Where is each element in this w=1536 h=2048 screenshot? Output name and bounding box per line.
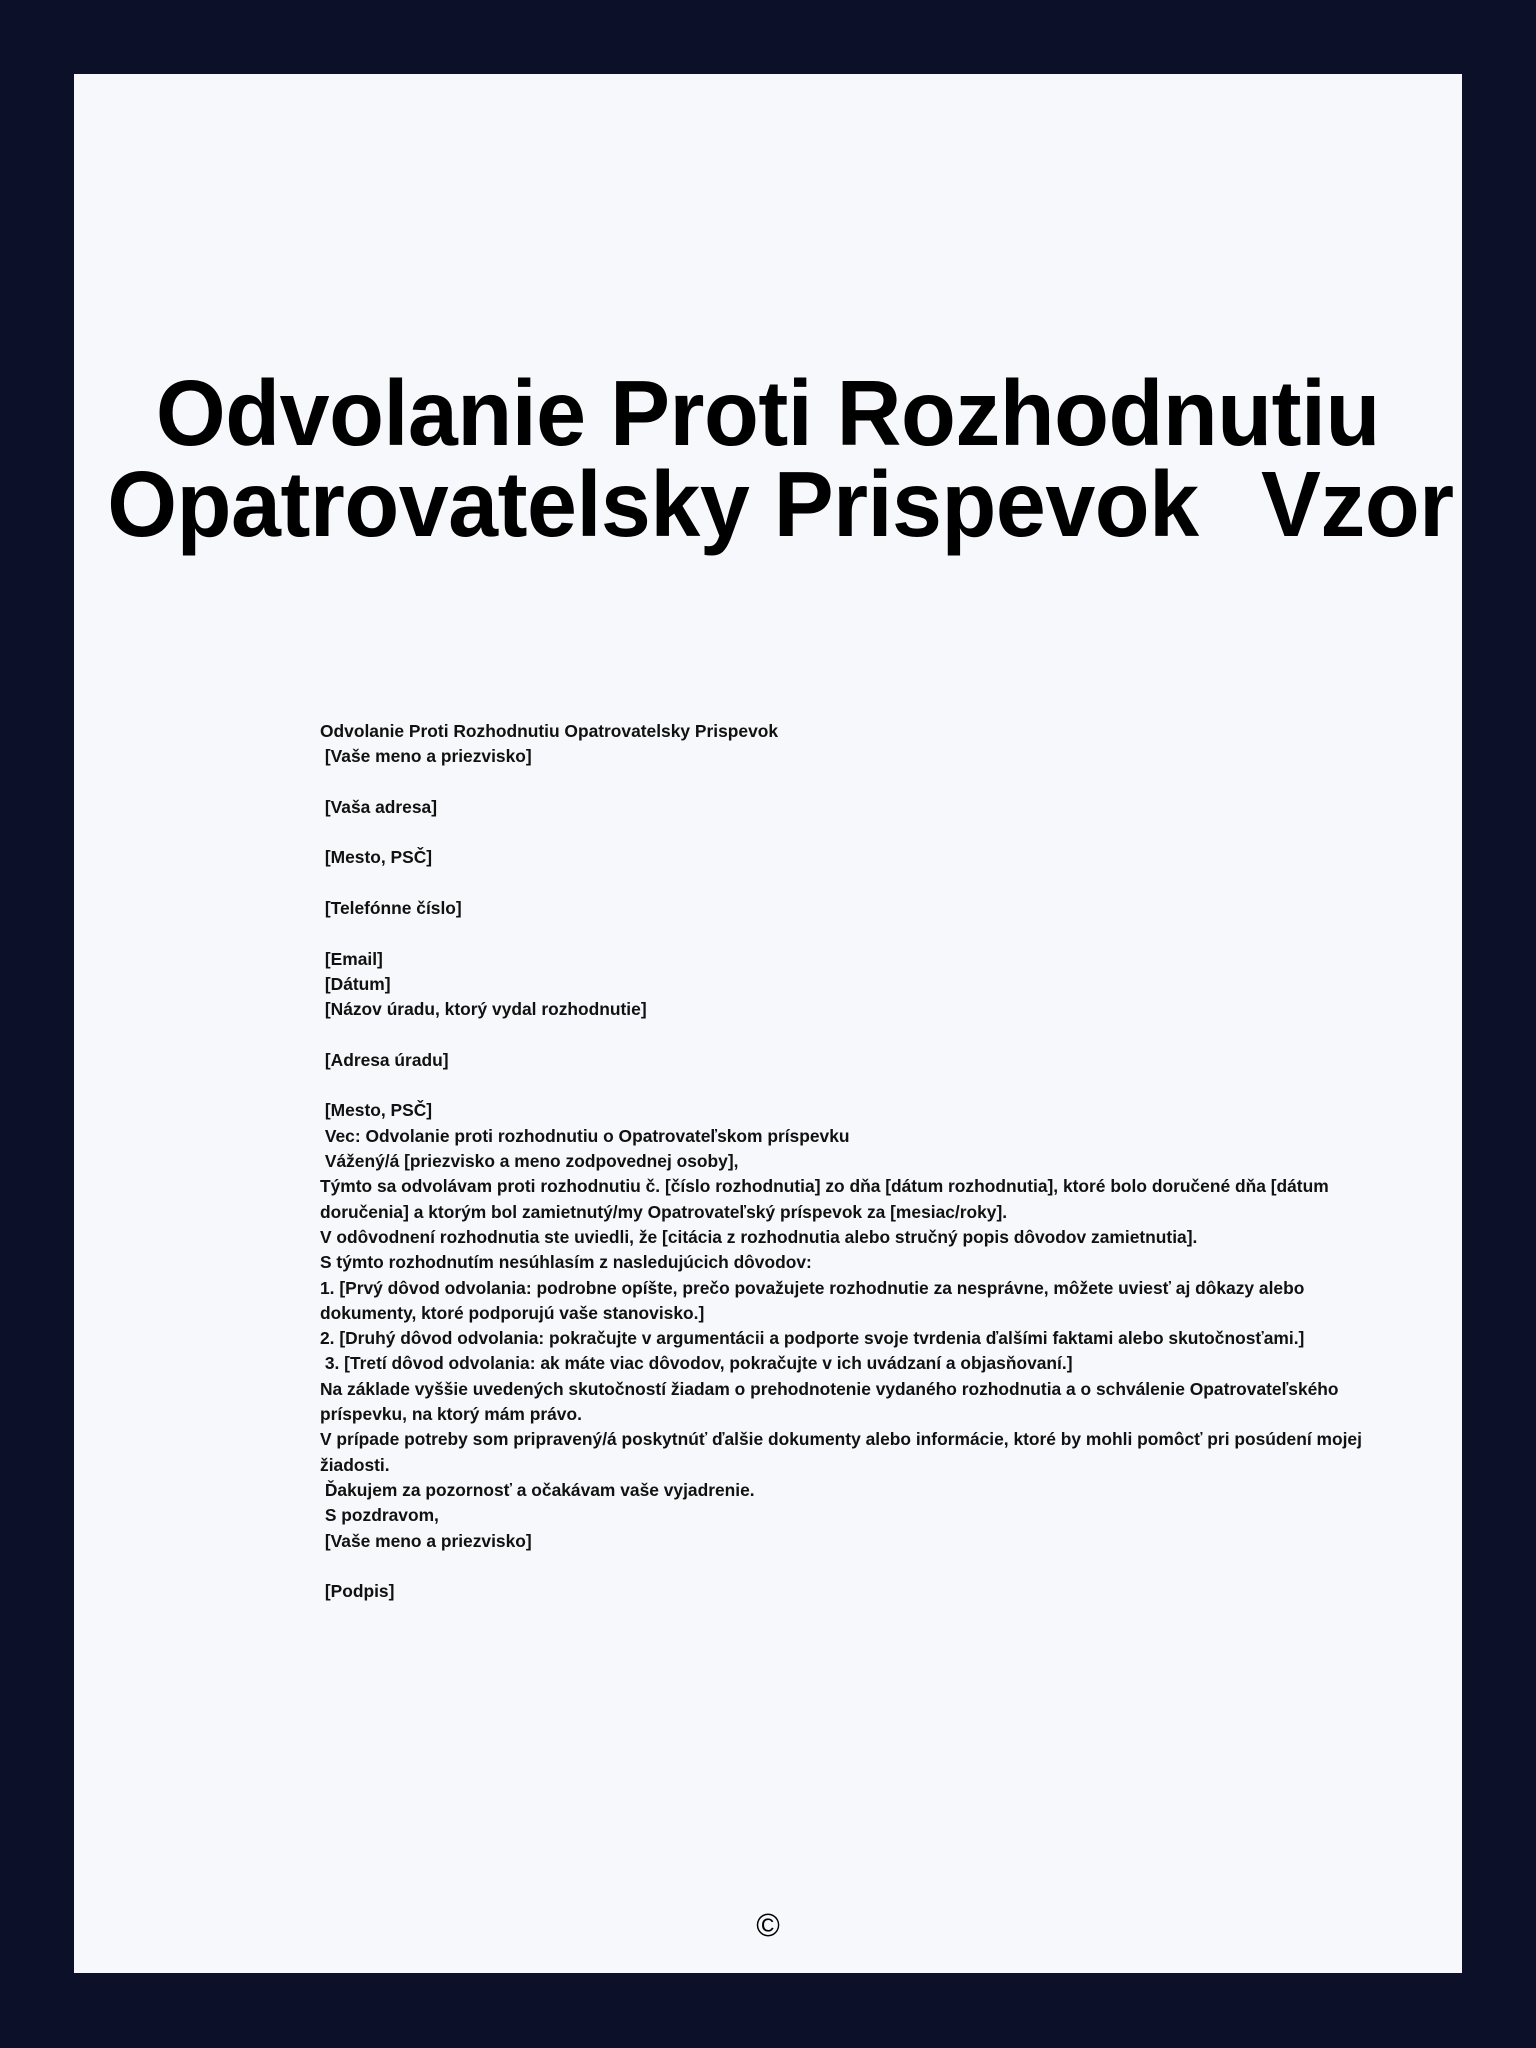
page-title: [74, 361, 1462, 556]
body-line: 1. [Prvý dôvod odvolania: podrobne opíšte, prečo považujete rozhodnutie za nesprávne, môžete uviesť aj dôkazy alebo dokumenty, ktoré podporujú vaše stanovisko.]: [320, 1277, 1310, 1323]
body-line-break: [320, 1073, 1380, 1098]
body-line: Vážený/á [priezvisko a meno zodpovednej osoby],: [320, 1151, 739, 1172]
body-line: V prípade potreby som pripravený/á poskytnúť ďalšie dokumenty alebo informácie, ktoré by mohli pomôcť pri posúdení mojej žiadosti.: [320, 1429, 1367, 1475]
body-line: [Názov úradu, ktorý vydal rozhodnutie]: [320, 999, 647, 1020]
body-heading: Odvolanie Proti Rozhodnutiu Opatrovatelsky Prispevok: [320, 721, 779, 741]
body-line: [Vaša adresa]: [320, 796, 437, 817]
body-line-break: [320, 1023, 1380, 1048]
body-line: [Vaše meno a priezvisko]: [320, 1530, 532, 1551]
document-page: [74, 74, 1462, 1973]
body-line: [Telefónne číslo]: [320, 898, 462, 919]
body-line: Na základe vyššie uvedených skutočností žiadam o prehodnotenie vydaného rozhodnutia a o schválenie Opatrovateľského príspevku, na ktorý mám právo.: [320, 1378, 1344, 1425]
body-line-break: [320, 871, 1380, 896]
body-line-break: [320, 770, 1380, 795]
body-line: [Mesto, PSČ]: [320, 1100, 433, 1121]
body-line: Vec: Odvolanie proti rozhodnutiu o Opatrovateľskom príspevku: [320, 1125, 850, 1146]
body-line: V odôvodnení rozhodnutia ste uviedli, že [citácia z rozhodnutia alebo stručný popis dôvodov zamietnutia].: [320, 1226, 1198, 1247]
page-title-line-2: Opatrovatelsky Prispevok: [107, 451, 1199, 556]
body-line-break: [320, 921, 1380, 946]
body-line: 3. [Tretí dôvod odvolania: ak máte viac dôvodov, pokračujte v ich uvádzaní a objasňovaní.]: [320, 1353, 1073, 1374]
body-line: S pozdravom,: [320, 1505, 439, 1526]
page-title-line-1: Odvolanie Proti Rozhodnutiu: [156, 361, 1380, 466]
page-title-line-3: Vzor: [1261, 451, 1454, 556]
body-line: [Adresa úradu]: [320, 1049, 449, 1070]
body-line: S týmto rozhodnutím nesúhlasím z nasledujúcich dôvodov:: [320, 1252, 812, 1273]
body-line: [Vaše meno a priezvisko]: [320, 746, 532, 767]
body-line: [Dátum]: [320, 973, 391, 994]
body-line: Ďakujem za pozornosť a očakávam vaše vyjadrenie.: [320, 1479, 755, 1500]
body-line-break: [320, 1554, 1380, 1579]
body-line: 2. [Druhý dôvod odvolania: pokračujte v argumentácii a podporte svoje tvrdenia ďalšími faktami alebo skutočnosťami.]: [320, 1328, 1305, 1349]
document-body: [320, 719, 1380, 1604]
body-line: [Email]: [320, 948, 383, 969]
body-line: [Podpis]: [320, 1581, 395, 1602]
copyright-icon: ©: [756, 1907, 780, 1943]
body-line: [Mesto, PSČ]: [320, 847, 433, 868]
body-line-break: [320, 820, 1380, 845]
body-line: Týmto sa odvolávam proti rozhodnutiu č. [číslo rozhodnutia] zo dňa [dátum rozhodnutia], ktoré bolo doručené dňa [dátum doručenia] a ktorým bol zamietnutý/my Opatrovateľský príspevok za [mesiac/roky].: [320, 1176, 1334, 1222]
